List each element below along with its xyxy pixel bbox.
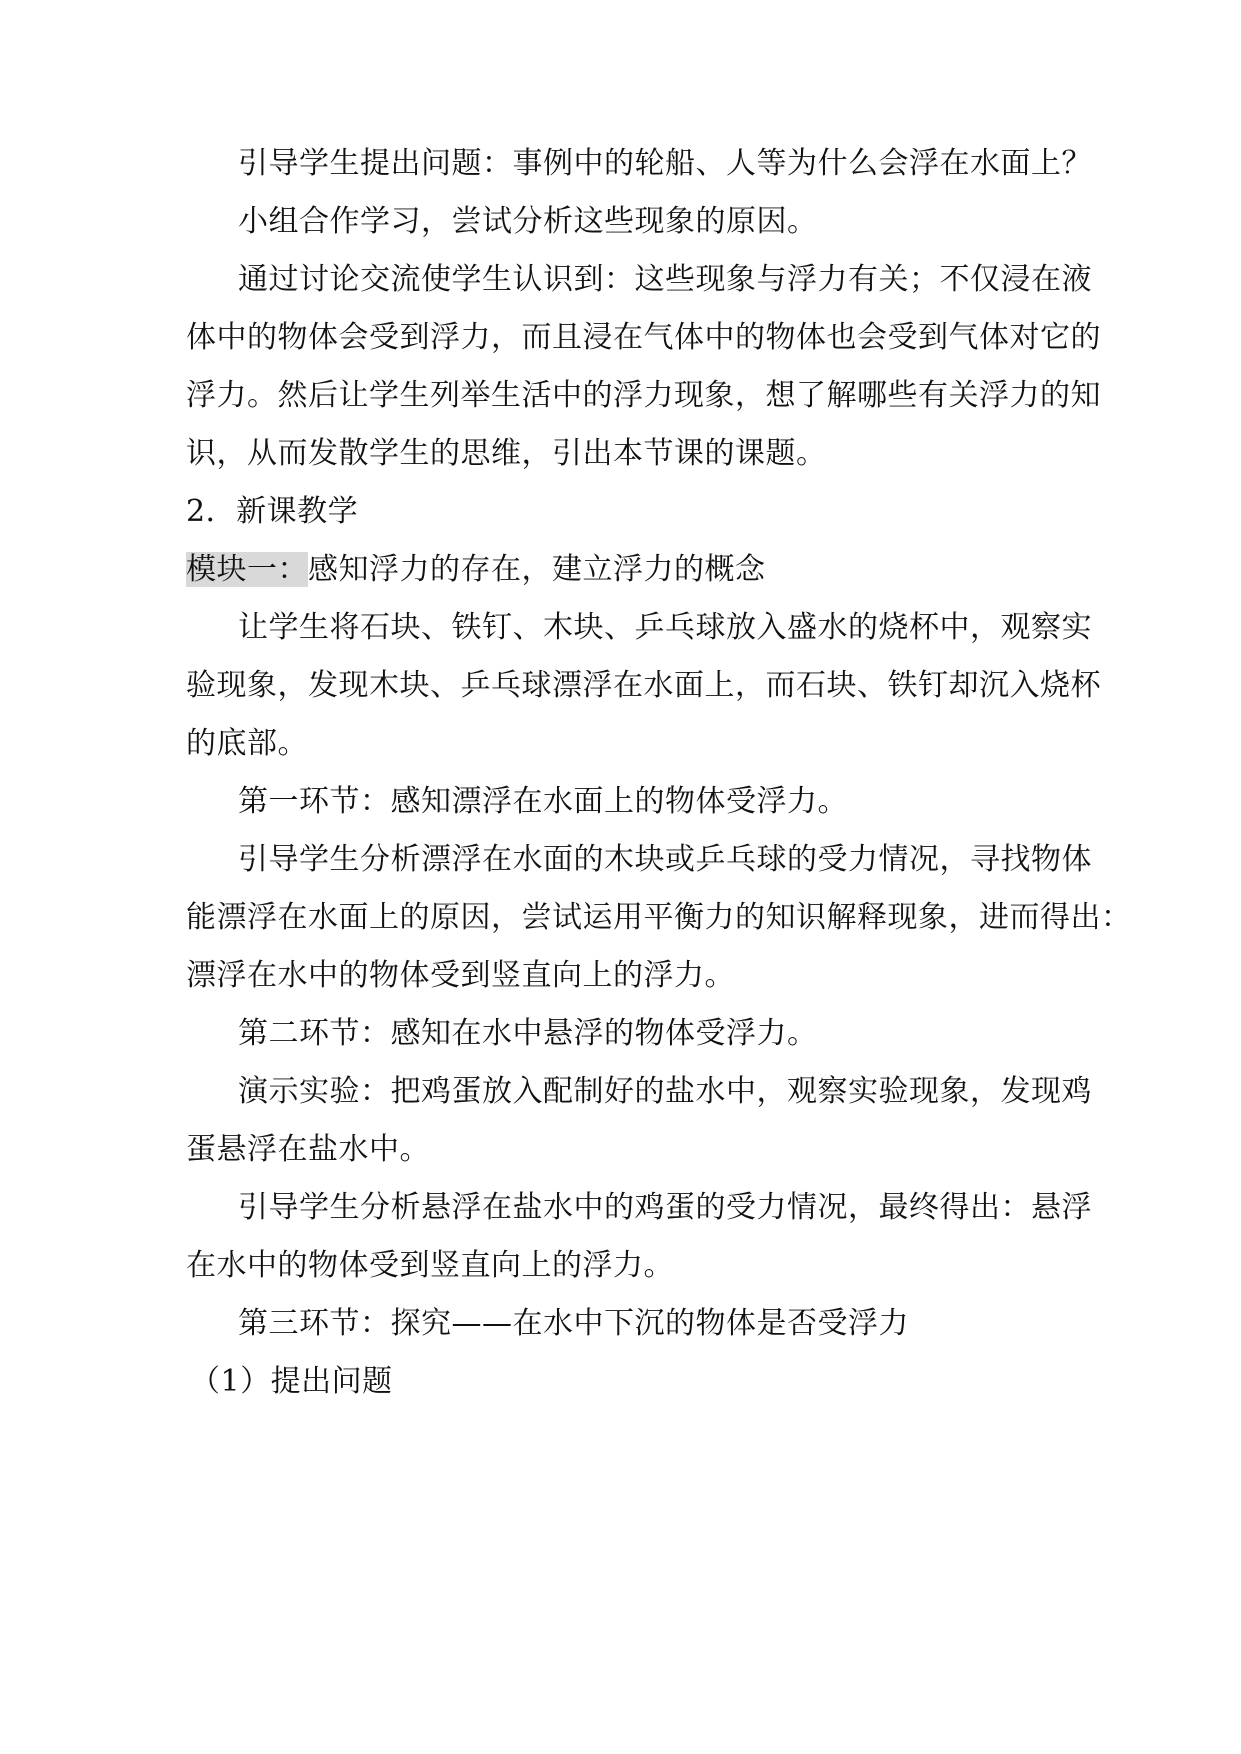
paragraph-line: 能漂浮在水面上的原因，尝试运用平衡力的知识解释现象，进而得出： <box>186 900 1132 935</box>
paragraph-line: 的底部。 <box>186 726 308 761</box>
paragraph-line: 引导学生分析悬浮在盐水中的鸡蛋的受力情况，最终得出：悬浮 <box>238 1190 1092 1225</box>
module-title: 感知浮力的存在，建立浮力的概念 <box>308 552 766 587</box>
module-heading <box>186 550 1066 590</box>
paragraph-line: 引导学生分析漂浮在水面的木块或乒乓球的受力情况，寻找物体 <box>238 842 1092 877</box>
section-heading: 2．新课教学 <box>186 494 359 529</box>
paragraph-line: 通过讨论交流使学生认识到：这些现象与浮力有关；不仅浸在液 <box>238 262 1092 297</box>
subsection-heading: 第三环节：探究——在水中下沉的物体是否受浮力 <box>238 1306 909 1341</box>
subsection-heading: 第一环节：感知漂浮在水面上的物体受浮力。 <box>238 784 848 819</box>
paragraph-line: 识，从而发散学生的思维，引出本节课的课题。 <box>186 436 827 471</box>
paragraph-line: 引导学生提出问题：事例中的轮船、人等为什么会浮在水面上？ <box>238 146 1092 181</box>
paragraph-line: 让学生将石块、铁钉、木块、乒乓球放入盛水的烧杯中，观察实 <box>238 610 1092 645</box>
paragraph-line: 体中的物体会受到浮力，而且浸在气体中的物体也会受到气体对它的 <box>186 320 1101 355</box>
subsection-heading: 第二环节：感知在水中悬浮的物体受浮力。 <box>238 1016 818 1051</box>
paragraph-line: 小组合作学习，尝试分析这些现象的原因。 <box>238 204 818 239</box>
module-label-highlight: 模块一： <box>186 552 308 587</box>
numbered-item: （1）提出问题 <box>190 1364 393 1399</box>
paragraph-line: 漂浮在水中的物体受到竖直向上的浮力。 <box>186 958 735 993</box>
paragraph-line: 浮力。然后让学生列举生活中的浮力现象，想了解哪些有关浮力的知 <box>186 378 1101 413</box>
paragraph-line: 蛋悬浮在盐水中。 <box>186 1132 430 1167</box>
paragraph-line: 演示实验：把鸡蛋放入配制好的盐水中，观察实验现象，发现鸡 <box>238 1074 1092 1109</box>
paragraph-line: 验现象，发现木块、乒乓球漂浮在水面上，而石块、铁钉却沉入烧杯 <box>186 668 1101 703</box>
paragraph-line: 在水中的物体受到竖直向上的浮力。 <box>186 1248 674 1283</box>
